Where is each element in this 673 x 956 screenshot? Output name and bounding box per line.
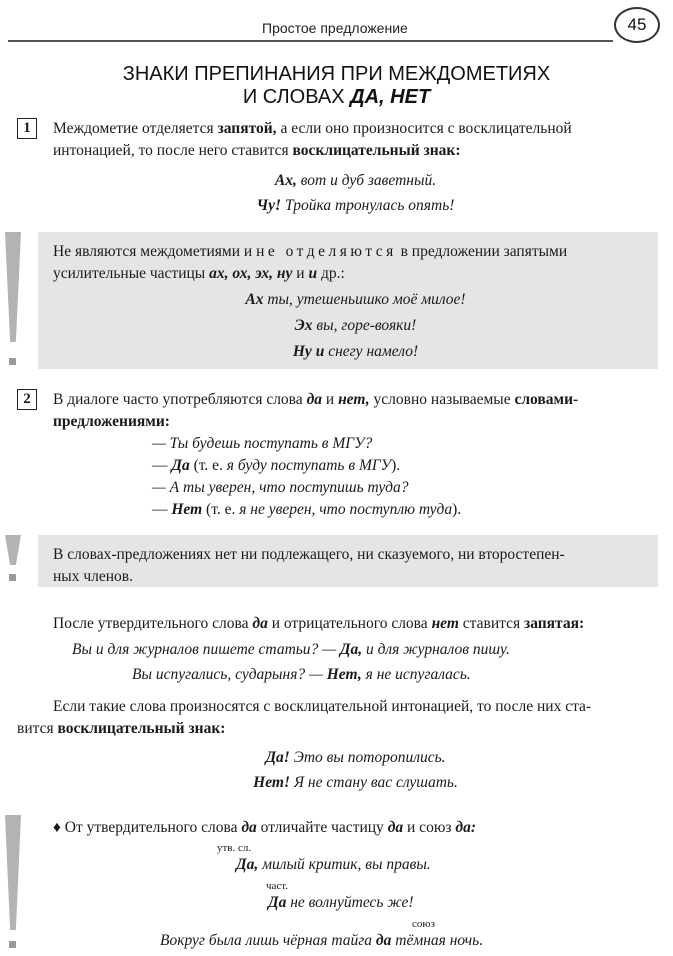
excl-rule-line1: Если такие слова произносятся с восклицательной интонацией, то после них ста- <box>53 698 592 715</box>
excl-rule-example1: Да! Это вы поторопились. <box>265 749 446 766</box>
comma-rule-example2: Вы испугались, сударыня? — Нет, я не испугалась. <box>132 666 471 683</box>
page-number-badge: 45 <box>614 7 660 43</box>
note1-line2: усилительные частицы ах, ох, эх, ну и и др.: <box>53 265 345 282</box>
rule2-line2: предложениями: <box>53 413 170 430</box>
comma-rule-line: После утвердительного слова да и отрицательного слова нет ставится запятая: <box>53 615 585 632</box>
rule1-line2: интонацией, то после него ставится восклицательный знак: <box>53 142 461 159</box>
label-conjunction: союз <box>412 918 435 930</box>
label-affirmative-word: утв. сл. <box>217 842 252 854</box>
label-particle: част. <box>266 880 289 892</box>
rule1-line1: Междометие отделяется запятой, а если оно произносится с восклицательной <box>53 120 572 137</box>
exclamation-dot-distinguish <box>9 941 16 948</box>
distinguish-example1: Да, милый критик, вы правы. <box>236 856 431 873</box>
note2-line1: В словах-предложениях нет ни подлежащего, ни сказуемого, ни второстепен- <box>53 546 565 563</box>
exclamation-dot-note1 <box>9 358 16 365</box>
dialog-line2: — Да (т. е. я буду поступать в МГУ). <box>152 457 401 474</box>
note1-example3: Ну и снегу намело! <box>292 343 419 360</box>
distinguish-line: ♦ От утвердительного слова да отличайте частицу да и союз да: <box>53 819 477 836</box>
exclamation-dot-note2 <box>9 574 16 581</box>
note1-line1: Не являются междометиями и не отделяются в предложении запятыми <box>53 243 568 260</box>
dialog-line3: — А ты уверен, что поступишь туда? <box>152 479 409 496</box>
note1-example2: Эх вы, горе-вояки! <box>294 317 417 334</box>
note1-example1: Ах ты, утешеньишко моё милое! <box>245 291 466 308</box>
dialog-line1: — Ты будешь поступать в МГУ? <box>152 435 373 452</box>
note2-line2: ных членов. <box>53 568 133 585</box>
rule-number-2: 2 <box>17 389 37 410</box>
header-rule <box>8 40 613 42</box>
rule2-line1: В диалоге часто употребляются слова да и нет, условно называемые словами- <box>53 391 579 408</box>
page-title-line1: ЗНАКИ ПРЕПИНАНИЯ ПРИ МЕЖДОМЕТИЯХ <box>122 63 551 85</box>
excl-rule-example2: Нет! Я не стану вас слушать. <box>253 774 458 791</box>
exclamation-icon-note2 <box>5 535 21 565</box>
distinguish-example2: Да не волнуйтесь же! <box>268 894 414 911</box>
comma-rule-example1: Вы и для журналов пишете статьи? — Да, и для журналов пишу. <box>72 641 510 658</box>
rule1-example1: Ах, вот и дуб заветный. <box>274 172 437 189</box>
distinguish-example3: Вокруг была лишь чёрная тайга да тёмная ночь. <box>160 932 484 949</box>
exclamation-icon-distinguish <box>5 815 21 930</box>
rule1-example2: Чу! Тройка тронулась опять! <box>256 197 455 214</box>
rule-number-1: 1 <box>17 118 37 139</box>
excl-rule-line2: вится восклицательный знак: <box>17 720 226 737</box>
exclamation-icon-note1 <box>5 232 21 342</box>
page-title-line2: И СЛОВАХ ДА, НЕТ <box>242 86 431 108</box>
diamond-bullet-icon: ♦ <box>53 819 61 836</box>
running-header: Простое предложение <box>262 20 408 36</box>
dialog-line4: — Нет (т. е. я не уверен, что поступлю туда). <box>152 501 462 518</box>
